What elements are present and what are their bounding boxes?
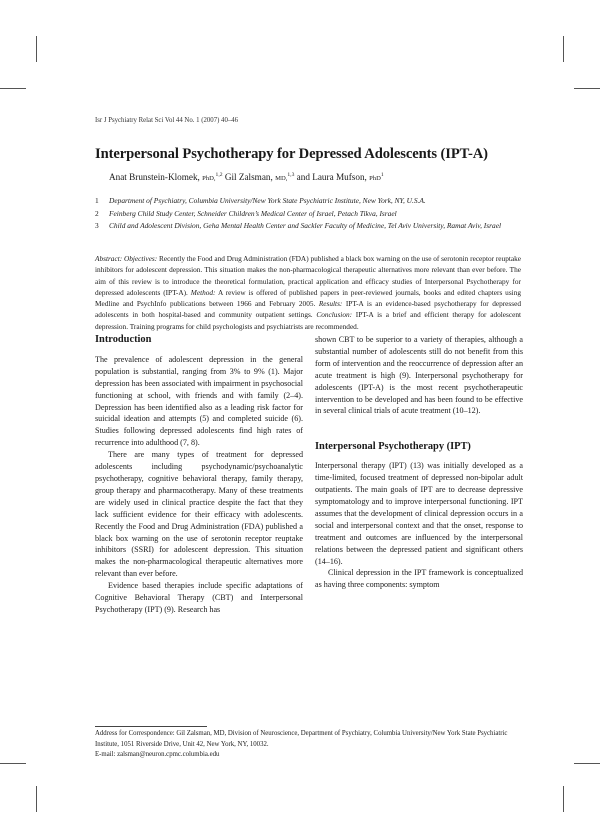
author-line xyxy=(109,172,384,182)
affiliations xyxy=(95,195,525,233)
abstract-text: A review is offered of published papers in peer-reviewed journals, books and edited chapters using Medline and PsychInfo publications between 1966 and February 2005. xyxy=(95,287,521,309)
section-heading-introduction: Introduction xyxy=(95,334,152,345)
author-degree: MD, xyxy=(275,175,288,182)
body-paragraph: shown CBT to be superior to a variety of therapies, although a substantial number of adolescents still do not benefit from this form of intervention and the reoccurrence of depression after an acute treatment is high (9). Interpersonal psychotherapy for adolescents (IPT-A) is the most recent psychotherapeutic intervention to be developed and has been found to be effective in several clinical trials of acute treatment (10–12). xyxy=(315,335,523,416)
author-degree: PhD xyxy=(369,175,381,182)
author-name: and Laura Mufson, xyxy=(294,172,370,182)
author-name: Gil Zalsman, xyxy=(222,172,276,182)
author-affiliation-ref: 1,2 xyxy=(215,171,223,178)
body-paragraph: Clinical depression in the IPT framework is conceptualized as having three components: symptom xyxy=(315,568,523,590)
affiliation-text: Child and Adolescent Division, Geha Mental Health Center and Sackler Faculty of Medicine, Tel Aviv University, Ramat Aviv, Israel xyxy=(109,221,502,231)
abstract-text: IPT-A is a brief and efficient therapy for adolescent depression. Training programs for child psychologists and psychiatrists are recommended. xyxy=(95,310,521,331)
affiliation-item xyxy=(95,208,525,220)
crop-mark-bottom-right xyxy=(563,786,564,812)
crop-mark-left-lower xyxy=(0,763,26,764)
abstract-label: Results: xyxy=(318,299,343,309)
author-affiliation-ref: 1 xyxy=(380,171,384,178)
footnote-divider xyxy=(95,726,207,727)
affiliation-text: Feinberg Child Study Center, Schneider Children’s Medical Center of Israel, Petach Tikva, Israel xyxy=(109,208,397,218)
crop-mark-left-upper xyxy=(0,88,26,89)
correspondence-address: Address for Correspondence: Gil Zalsman, MD, Division of Neuroscience, Department of Psychiatry, Columbia University/New York State Psychiatric Institute, 1051 Riverside Drive, Unit 42, New York, NY, 10032. xyxy=(95,730,508,748)
abstract-label: Method: xyxy=(190,287,216,297)
abstract-label: Conclusion: xyxy=(316,310,353,320)
crop-mark-right-upper xyxy=(574,88,600,89)
right-column xyxy=(315,334,523,591)
author-affiliation-ref: 1,3 xyxy=(287,171,295,178)
affiliation-number: 2 xyxy=(95,208,99,218)
journal-citation: Isr J Psychiatry Relat Sci Vol 44 No. 1 (2007) 40–46 xyxy=(95,117,239,124)
body-paragraph: Evidence based therapies include specific adaptations of Cognitive Behavioral Therapy (CBT) and Interpersonal Psychotherapy (IPT) (9). Research has xyxy=(95,581,303,614)
crop-mark-bottom-left xyxy=(36,786,37,812)
crop-mark-right-lower xyxy=(574,763,600,764)
affiliation-text: Department of Psychiatry, Columbia University/New York State Psychiatric Institute, New York, NY, U.S.A. xyxy=(109,196,426,205)
author-degree: PhD, xyxy=(202,175,216,182)
affiliation-number: 3 xyxy=(95,221,99,231)
body-paragraph: Interpersonal therapy (IPT) (13) was initially developed as a time-limited, focused treatment of depressed non-bipolar adult outpatients. The main goals of IPT are to decrease depressive symptomatology and to improve interpersonal functioning. IPT assumes that the development of clinical depression occurs in a social and interpersonal context and that the onset, response to treatment and outcomes are influenced by the interpersonal relations between the depressed patient and significant others (14–16). xyxy=(315,461,523,566)
left-column xyxy=(95,334,303,616)
abstract-text: IPT-A is an evidence-based psychotherapy for depressed adolescents in both hospital-based and community outpatient settings. xyxy=(95,299,521,320)
affiliation-item xyxy=(95,195,525,207)
crop-mark-top-left xyxy=(36,36,37,62)
correspondence-email: E-mail: zalsman@neuron.cpmc.columbia.edu xyxy=(95,751,220,759)
body-paragraph: There are many types of treatment for depressed adolescents including psychodynamic/psychoanalytic psychotherapy, cognitive behavioral therapy, family therapy, group therapy and pharmacotherapy. Many of these treatments are widely used in clinical practice despite the fact that they lack sufficient evidence for their efficacy with adolescents. Recently the Food and Drug Administration (FDA) published a black box warning on the use of serotonin receptor reuptake inhibitors (SSRI) for adolescent depression. This situation makes the non-pharmacological therapeutic alternatives more relevant than ever before. xyxy=(95,450,303,579)
affiliation-item xyxy=(95,220,525,232)
affiliation-number: 1 xyxy=(95,196,99,205)
crop-mark-top-right xyxy=(563,36,564,62)
abstract-text: Recently the Food and Drug Administration (FDA) published a black box warning on the use of serotonin receptor reuptake inhibitors for adolescent depression. This situation makes the non-pharmacological therapeutic alternatives more relevant than ever before. The aim of this review is to introduce the theoretical formulation, practical application and efficacy studies of Interpersonal Psychotherapy for depressed adolescents (IPT-A). xyxy=(95,254,521,297)
correspondence-footnote xyxy=(95,729,521,761)
author-name: Anat Brunstein-Klomek, xyxy=(109,172,203,182)
article-title: Interpersonal Psychotherapy for Depressed Adolescents (IPT-A) xyxy=(95,146,488,162)
body-paragraph: The prevalence of adolescent depression in the general population is substantial, ranging from 3% to 9% (1). Major depression has been associated with impairment in psychosocial functioning at school, with friends and with family (2–4). Depression has been identified also as a leading risk factor for suicidal ideation and attempts (5) and completed suicide (6). Studies following depressed adolescents find high rates of recurrence into adulthood (7, 8). xyxy=(95,354,303,448)
section-heading-ipt: Interpersonal Psychotherapy (IPT) xyxy=(315,441,471,453)
abstract-label: Abstract: Objectives: xyxy=(95,254,158,263)
abstract xyxy=(95,253,521,332)
